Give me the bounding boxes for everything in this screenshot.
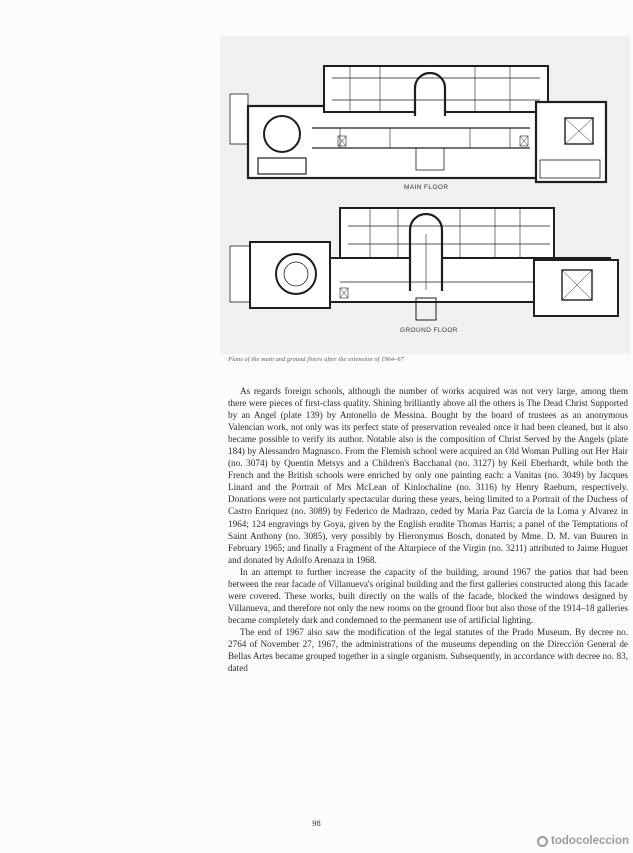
watermark-text: todocoleccion — [551, 835, 629, 847]
ground-floor-plan — [230, 208, 618, 320]
floor-plans-drawing — [220, 36, 630, 354]
main-floor-label: MAIN FLOOR — [404, 184, 449, 191]
page-number: 98 — [312, 818, 321, 828]
watermark — [537, 835, 629, 847]
paragraph: As regards foreign schools, although the number of works acquired was not very large, among them there were pieces of first-class quality. Shining brilliantly above all the others is The Dead Christ Supported by an Angel (plate 139) by Antonello de Messina. Bought by the board of trustees as an anonymous Valencian work, not only was its perfect state of preservation revealed once it had been cleaned, but it also became possible to verify its author. Notable also is the composition of Christ Served by the Angels (plate 184) by Alessandro Magnasco. From the Flemish school were acquired an Old Woman Pulling out Her Hair (no. 3074) by Quentin Metsys and a Children's Bacchanal (no. 3127) by Keil Eberhardt, while both the French and the British schools were enriched by only one painting each: a Vanitas (no. 3049) by Jacques Linard and the Portrait of Mrs McLean of Kinlochaline (no. 3116) by Henry Raeburn, respectively. Donations were not particularly spectacular during these years, being limited to a Portrait of the Duchess of Castro Enriquez (no. 3089) by Federico de Madrazo, ceded by María Paz García de la Loma y Alvarez in 1964; 124 engravings by Goya, given by the English erudite Thomas Harris; a panel of the Temptations of Saint Anthony (no. 3085), very possibly by Hieronymus Bosch, donated by Mme. D. M. van Buuren in February 1965; and finally a Fragment of the Altarpiece of the Virgin (no. 3211) attributed to Jaime Huguet and donated by Adolfo Arenaza in 1968. — [228, 386, 628, 565]
floor-plans-figure — [220, 36, 630, 354]
watermark-logo-icon — [537, 836, 548, 847]
figure-caption: Plans of the main and ground floors after the extension of 1964–67 — [228, 356, 404, 363]
ground-floor-label: GROUND FLOOR — [400, 327, 458, 334]
paragraph: In an attempt to further increase the capacity of the building, around 1967 the patios that had been between the rear facade of Villanueva's original building and the first galleries constructed along this facade were covered. These works, built directly on the walls of the facade, blocked the windows designed by Villanueva, and therefore not only the new rooms on the ground floor but also those of the 1914–18 galleries became completely dark and condemned to the permanent use of artificial lighting. — [228, 566, 628, 625]
article-body — [228, 385, 628, 674]
paragraph: The end of 1967 also saw the modification of the legal statutes of the Prado Museum. By decree no. 2764 of November 27, 1967, the administrations of the museums depending on the Dirección General de Bellas Artes became grouped together in a single organism. Subsequently, in accordance with decree no. 83, dated — [228, 626, 628, 674]
main-floor-plan — [230, 66, 606, 182]
